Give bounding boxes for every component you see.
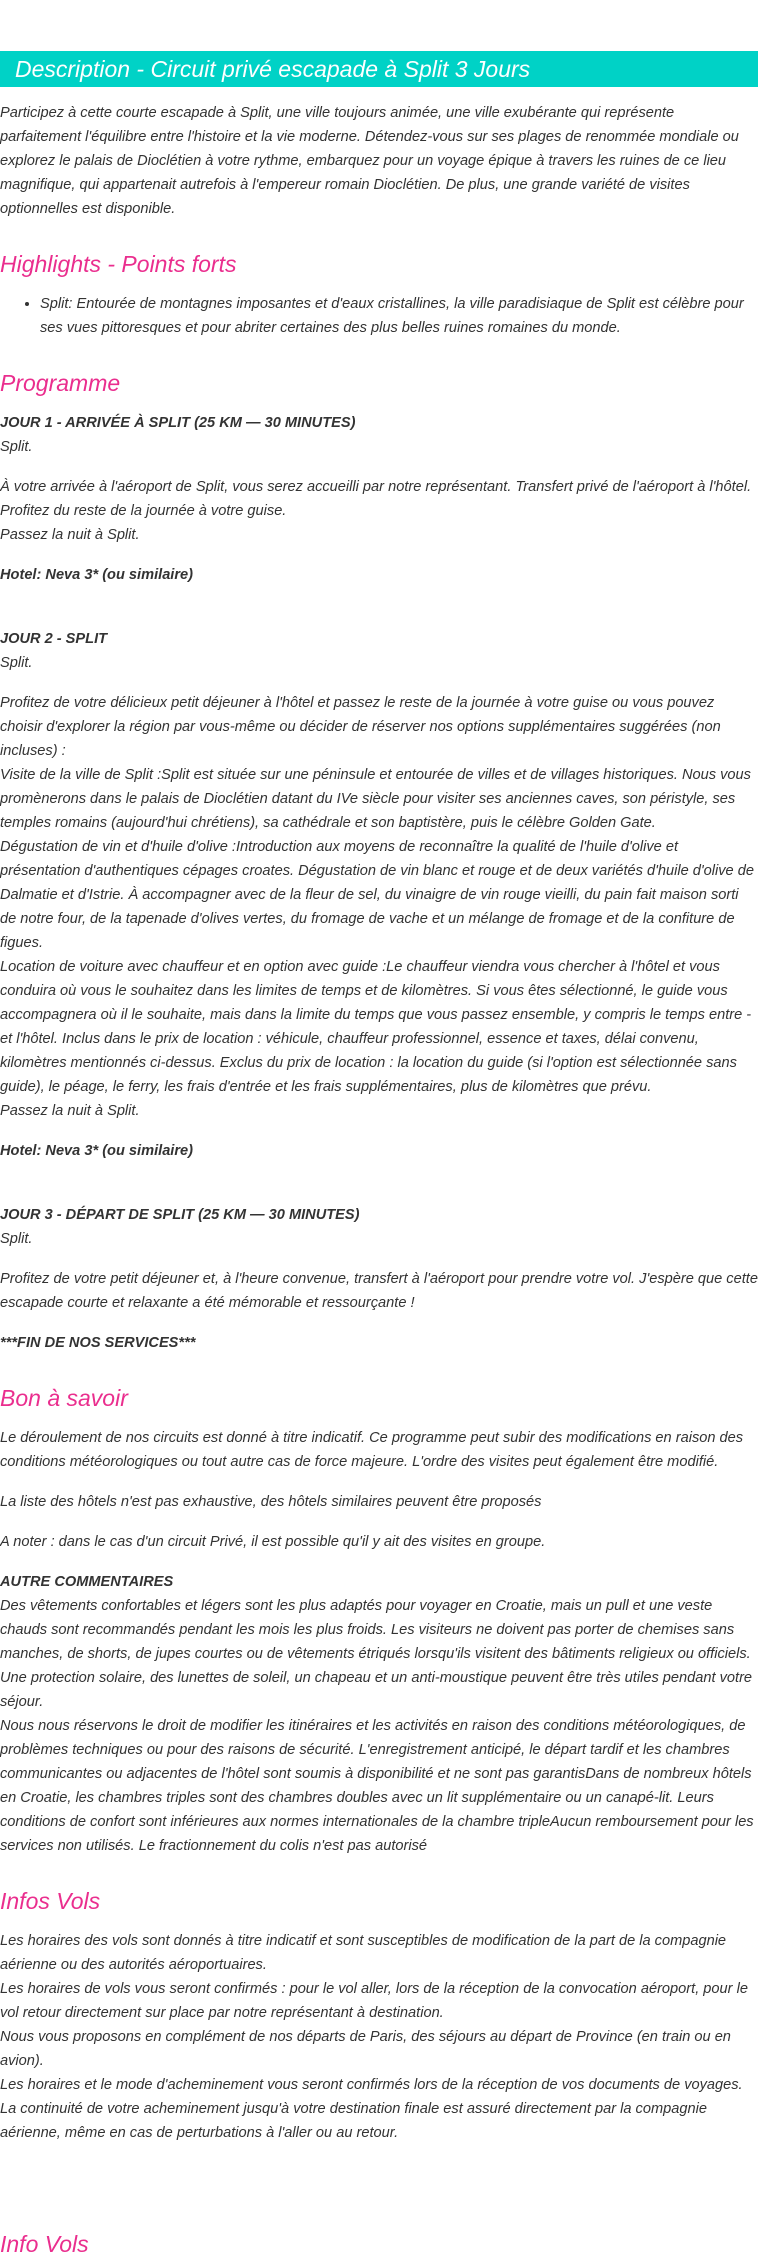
day2-heading: JOUR 2 - SPLIT xyxy=(0,631,108,647)
day3-line: Profitez de votre petit déjeuner et, à l'heure convenue, transfert à l'aéroport pour prendre votre vol. J'espère que cette escapade courte et relaxante a été mémorable et ressourçante ! xyxy=(0,1271,758,1311)
bon-a-savoir-p2: La liste des hôtels n'est pas exhaustive, des hôtels similaires peuvent être proposés xyxy=(0,1494,542,1510)
comment-paragraph: Nous nous réservons le droit de modifier les itinéraires et les activités en raison des conditions météorologiques, de problèmes techniques ou pour des raisons de sécurité. L'enregistrement anticipé, le départ tardif et les chambres communicantes ou adjacentes de l'hôtel sont soumis à disponibilité et ne sont pas garantisDans de nombreux hôtels en Croatie, les chambres triples sont des chambres doubles avec un lit supplémentaire ou un canapé-lit. Leurs conditions de confort sont inférieures aux normes internationales de la chambre tripleAucun remboursement pour les services non utilisés. Le fractionnement du colis n'est pas autorisé xyxy=(0,1718,754,1854)
day1-hotel: Hotel: Neva 3* (ou similaire) xyxy=(0,567,194,583)
day1-line: Profitez du reste de la journée à votre guise. xyxy=(0,503,287,519)
info-vols-title: Info Vols xyxy=(0,2231,89,2257)
day3-place: Split. xyxy=(0,1231,33,1247)
bon-a-savoir-title: Bon à savoir xyxy=(0,1385,128,1411)
day2-line: Passez la nuit à Split. xyxy=(0,1103,140,1119)
day1-place: Split. xyxy=(0,439,33,455)
description-text: Participez à cette courte escapade à Split, une ville toujours animée, une ville exubérante qui représente parfaitement l'équilibre entre l'histoire et la vie moderne. Détendez-vous sur ses plages de renommée mondiale ou explorez le palais de Dioclétien à votre rythme, embarquez pour un voyage épique à travers les ruines de ce lieu magnifique, qui appartenait autrefois à l'empereur romain Dioclétien. De plus, une grande variété de visites optionnelles est disponible. xyxy=(0,105,739,217)
day2-place: Split. xyxy=(0,655,33,671)
day2-line: Dégustation de vin et d'huile d'olive :Introduction aux moyens de reconnaître la qualité de l'huile d'olive et présentation d'authentiques cépages croates. Dégustation de vin blanc et rouge et de deux variétés d'huile d'olive de Dalmatie et d'Istrie. À accompagner avec de la fleur de sel, du vinaigre de vin rouge vieilli, du pain fait maison sorti de notre four, de la tapenade d'olives vertes, du fromage de vache et un mélange de fromage et de la confiture de figues. xyxy=(0,839,754,951)
page xyxy=(0,51,758,2259)
bon-a-savoir-p3: A noter : dans le cas d'un circuit Privé, il est possible qu'il y ait des visites en groupe. xyxy=(0,1534,546,1550)
end-of-services: ***FIN DE NOS SERVICES*** xyxy=(0,1335,196,1351)
day2-hotel: Hotel: Neva 3* (ou similaire) xyxy=(0,1143,194,1159)
day2-line: Profitez de votre délicieux petit déjeuner à l'hôtel et passez le reste de la journée à votre guise ou vous pouvez choisir d'explorer la région par vous-même ou décider de réserver nos options supplémentaires suggérées (non incluses) : xyxy=(0,695,721,759)
highlights-list xyxy=(0,292,758,340)
comment-paragraph: Des vêtements confortables et légers sont les plus adaptés pour voyager en Croatie, mais un pull et une veste chauds sont recommandés pendant les mois les plus froids. Les visiteurs ne doivent pas porter de chemises sans manches, de shorts, de jupes courtes ou de vêtements étriqués lorsqu'ils visitent des bâtiments religieux ou officiels. Une protection solaire, des lunettes de soleil, un chapeau et un anti-moustique peuvent être très utiles pendant votre séjour. xyxy=(0,1598,753,1710)
infos-vols-line: Nous vous proposons en complément de nos départs de Paris, des séjours au départ de Province (en train ou en avion). xyxy=(0,2029,731,2069)
comments-heading: AUTRE COMMENTAIRES xyxy=(0,1574,174,1590)
programme-title: Programme xyxy=(0,370,121,396)
infos-vols-line: Les horaires des vols sont donnés à titre indicatif et sont susceptibles de modification de la part de la compagnie aérienne ou des autorités aéroportuaires. xyxy=(0,1933,727,1973)
day3-heading: JOUR 3 - DÉPART DE SPLIT (25 KM — 30 MINUTES) xyxy=(0,1207,360,1223)
bon-a-savoir-p1: Le déroulement de nos circuits est donné à titre indicatif. Ce programme peut subir des modifications en raison des conditions météorologiques ou tout autre cas de force majeure. L'ordre des visites peut également être modifié. xyxy=(0,1430,744,1470)
highlights-title: Highlights - Points forts xyxy=(0,251,237,277)
day1-heading: JOUR 1 - ARRIVÉE À SPLIT (25 KM — 30 MINUTES) xyxy=(0,415,356,431)
infos-vols-line: Les horaires de vols vous seront confirmés : pour le vol aller, lors de la réception de la convocation aéroport, pour le vol retour directement sur place par notre représentant à destination. xyxy=(0,1981,748,2021)
day1-line: Passez la nuit à Split. xyxy=(0,527,140,543)
infos-vols-line: La continuité de votre acheminement jusqu'à votre destination finale est assuré directement par la compagnie aérienne, même en cas de perturbations à l'aller ou au retour. xyxy=(0,2101,707,2141)
infos-vols-line: Les horaires et le mode d'acheminement vous seront confirmés lors de la réception de vos documents de voyages. xyxy=(0,2077,743,2093)
description-title: Description - Circuit privé escapade à Split 3 Jours xyxy=(0,51,758,87)
day2-line: Visite de la ville de Split :Split est située sur une péninsule et entourée de villes et de villages historiques. Nous vous promènerons dans le palais de Dioclétien datant du IVe siècle pour visiter ses anciennes caves, son péristyle, ses temples romains (aujourd'hui chrétiens), sa cathédrale et son baptistère, puis le célèbre Golden Gate. xyxy=(0,767,751,831)
day2-line: Location de voiture avec chauffeur et en option avec guide :Le chauffeur viendra vous chercher à l'hôtel et vous conduira où vous le souhaitez dans les limites de temps et de kilomètres. Si vous êtes sélectionné, le guide vous accompagnera où il le souhaite, mais dans la limite du temps que vous passez ensemble, y compris le temps entre - et l'hôtel. Inclus dans le prix de location : véhicule, chauffeur professionnel, essence et taxes, délai convenu, kilomètres mentionnés ci-dessus. Exclus du prix de location : la location du guide (si l'option est sélectionnée sans guide), le péage, le ferry, les frais d'entrée et les frais supplémentaires, plus de kilomètres que prévu. xyxy=(0,959,752,1095)
highlight-item: • Split: Entourée de montagnes imposantes et d'eaux cristallines, la ville paradisiaque de Split est célèbre pour ses vues pittoresques et pour abriter certaines des plus belles ruines romaines du monde. xyxy=(40,292,758,340)
infos-vols-title: Infos Vols xyxy=(0,1888,101,1914)
day1-line: À votre arrivée à l'aéroport de Split, vous serez accueilli par notre représentant. Transfert privé de l'aéroport à l'hôtel. xyxy=(0,479,752,495)
